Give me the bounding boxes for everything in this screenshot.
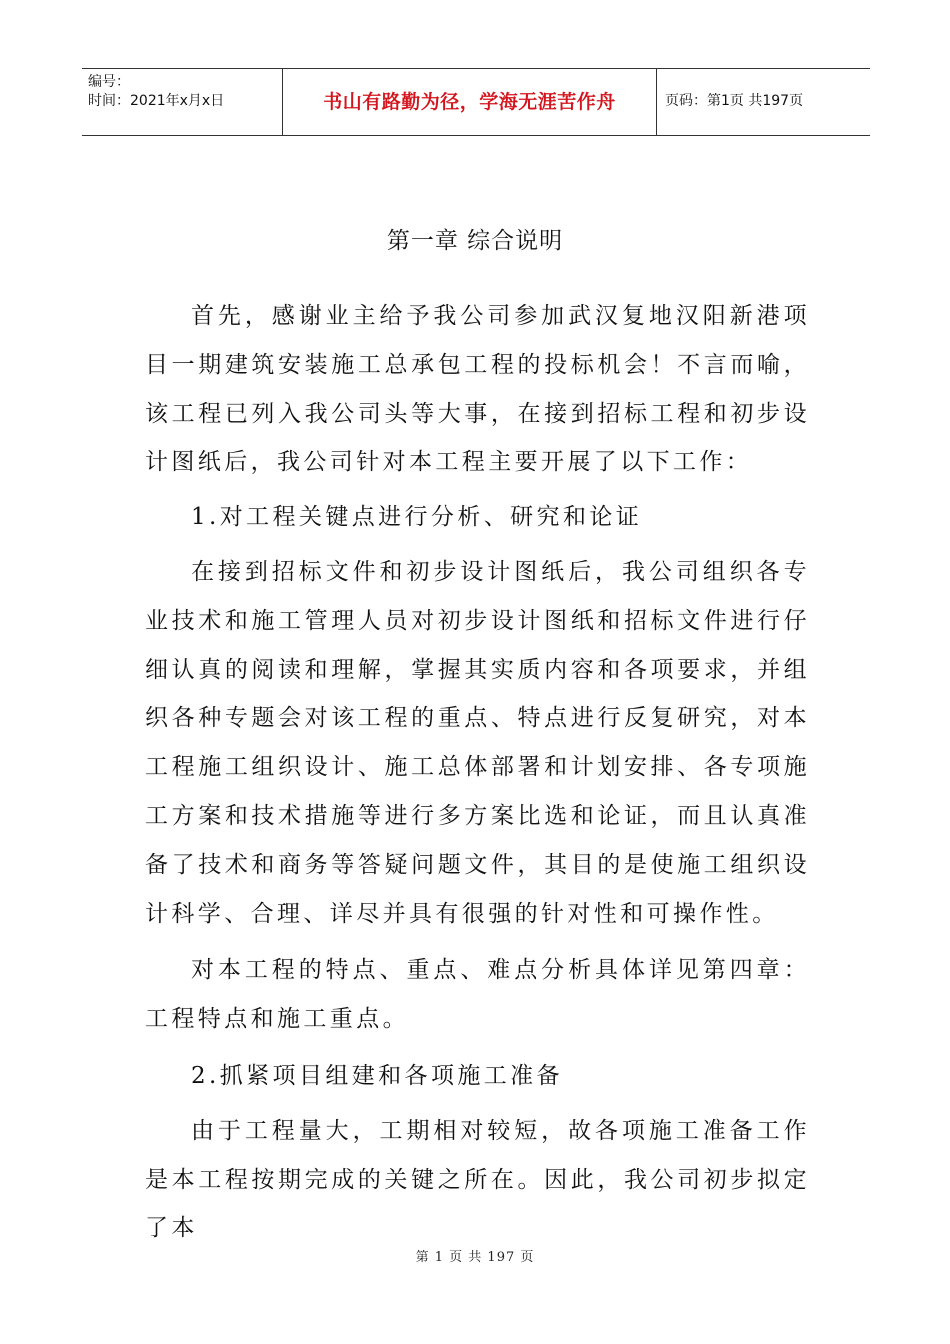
serial-number-label: 编号： — [88, 74, 130, 90]
document-body — [145, 292, 810, 1253]
header-page-info: 页码：第1页 共197页 — [665, 93, 804, 109]
header-meta — [82, 69, 282, 135]
section-heading-1: 1.对工程关键点进行分析、研究和论证 — [191, 504, 643, 531]
document-header — [82, 68, 870, 136]
section-heading-2: 2.抓紧项目组建和各项施工准备 — [191, 1062, 563, 1089]
paragraph-preparation: 由于工程量大，工期相对较短，故各项施工准备工作是本工程按期完成的关键之所在。因此，我公司初步拟定了本 — [145, 1117, 810, 1242]
date-label: 时间：2021年x月x日 — [88, 93, 225, 109]
page-footer: 第 1 页 共 197 页 — [415, 1250, 535, 1265]
paragraph-analysis: 在接到招标文件和初步设计图纸后，我公司组织各专业技术和施工管理人员对初步设计图纸和招标文件进行仔细认真的阅读和理解，掌握其实质内容和各项要求，并组织各种专题会对该工程的重点、特点进行反复研究，对本工程施工组织设计、施工总体部署和计划安排、各专项施工方案和技术措施等进行多方案比选和论证，而且认真准备了技术和商务等答疑问题文件，其目的是使施工组织设计科学、合理、详尽并具有很强的针对性和可操作性。 — [145, 558, 810, 927]
header-motto: 书山有路勤为径，学海无涯苦作舟 — [282, 69, 657, 135]
paragraph-reference: 对本工程的特点、重点、难点分析具体详见第四章：工程特点和施工重点。 — [145, 957, 810, 1033]
chapter-title: 第一章 综合说明 — [386, 228, 564, 254]
paragraph-intro: 首先，感谢业主给予我公司参加武汉复地汉阳新港项目一期建筑安装施工总承包工程的投标机会！不言而喻，该工程已列入我公司头等大事，在接到招标工程和初步设计图纸后，我公司针对本工程主要开展了以下工作： — [145, 303, 810, 476]
